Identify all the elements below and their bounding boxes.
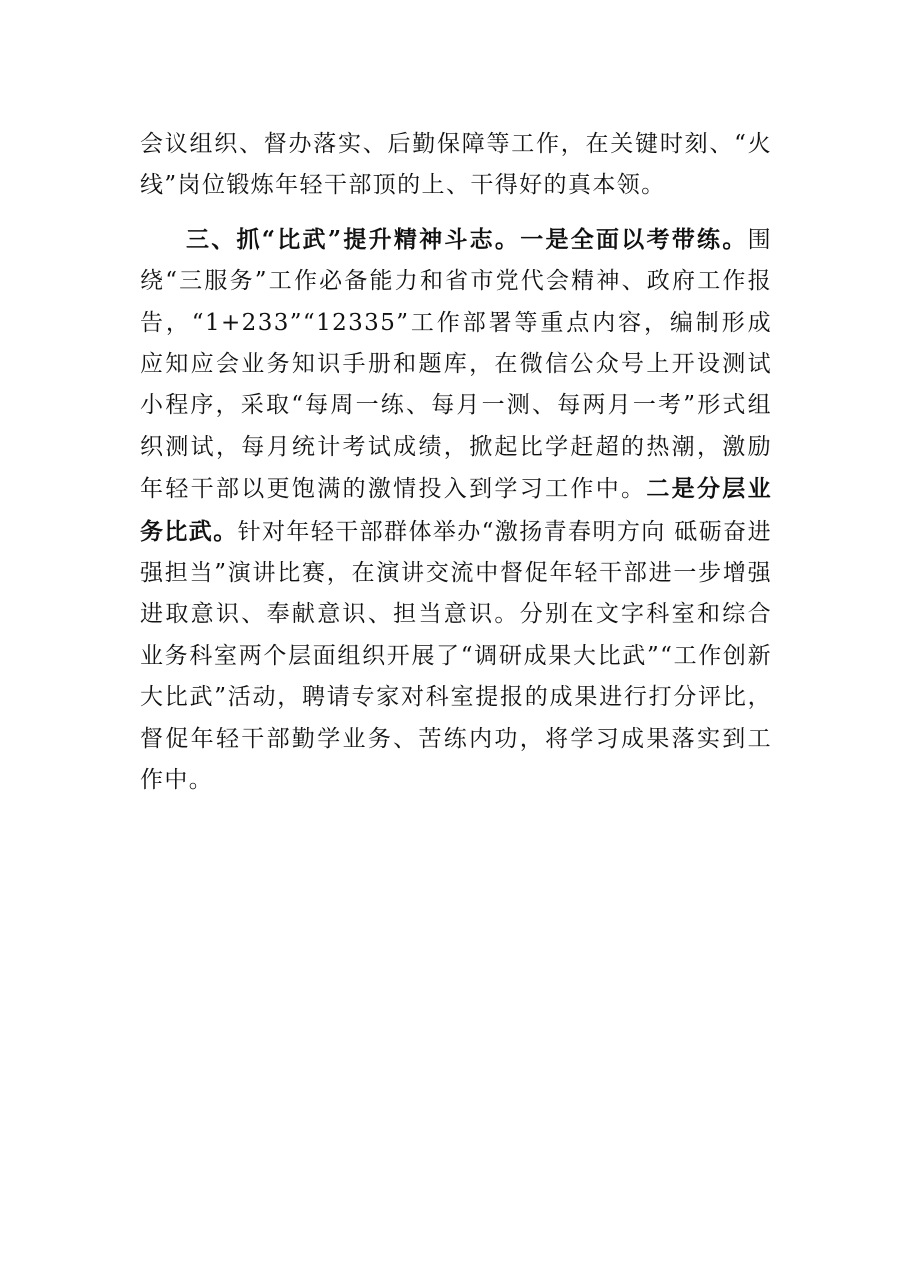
document-body	[140, 124, 772, 802]
sub-point-two-title: 二是分层业务比武。	[140, 475, 773, 545]
paragraph-continuation	[140, 124, 772, 207]
section-three-paragraph	[140, 219, 772, 802]
sub-point-two-text: 针对年轻干部群体举办“激扬青春明方向 砥砺奋进强担当”演讲比赛，在演讲交流中督促年轻干部进一步增强进取意识、奉献意识、担当意识。分别在文字科室和综合业务科室两个层面组织开展了“调研成果大比武”“工作创新大比武”活动，聘请专家对科室提报的成果进行打分评比，督促年轻干部勤学业务、苦练内功，将学习成果落实到工作中。	[140, 518, 772, 794]
section-three-heading: 三、抓“比武”提升精神斗志。	[186, 225, 521, 253]
sub-point-one-title: 一是全面以考带练。	[520, 225, 748, 253]
sub-point-one-text: 围绕“三服务”工作必备能力和省市党代会精神、政府工作报告，“1+233”“12335”工作部署等重点内容，编制形成应知应会业务知识手册和题库，在微信公众号上开设测试小程序，采取“每周一练、每月一测、每两月一考”形式组织测试，每月统计考试成绩，掀起比学赶超的热潮，激励年轻干部以更饱满的激情投入到学习工作中。	[140, 226, 772, 503]
paragraph-continuation-text: 会议组织、督办落实、后勤保障等工作，在关键时刻、“火线”岗位锻炼年轻干部顶的上、干得好的真本领。	[140, 131, 772, 199]
